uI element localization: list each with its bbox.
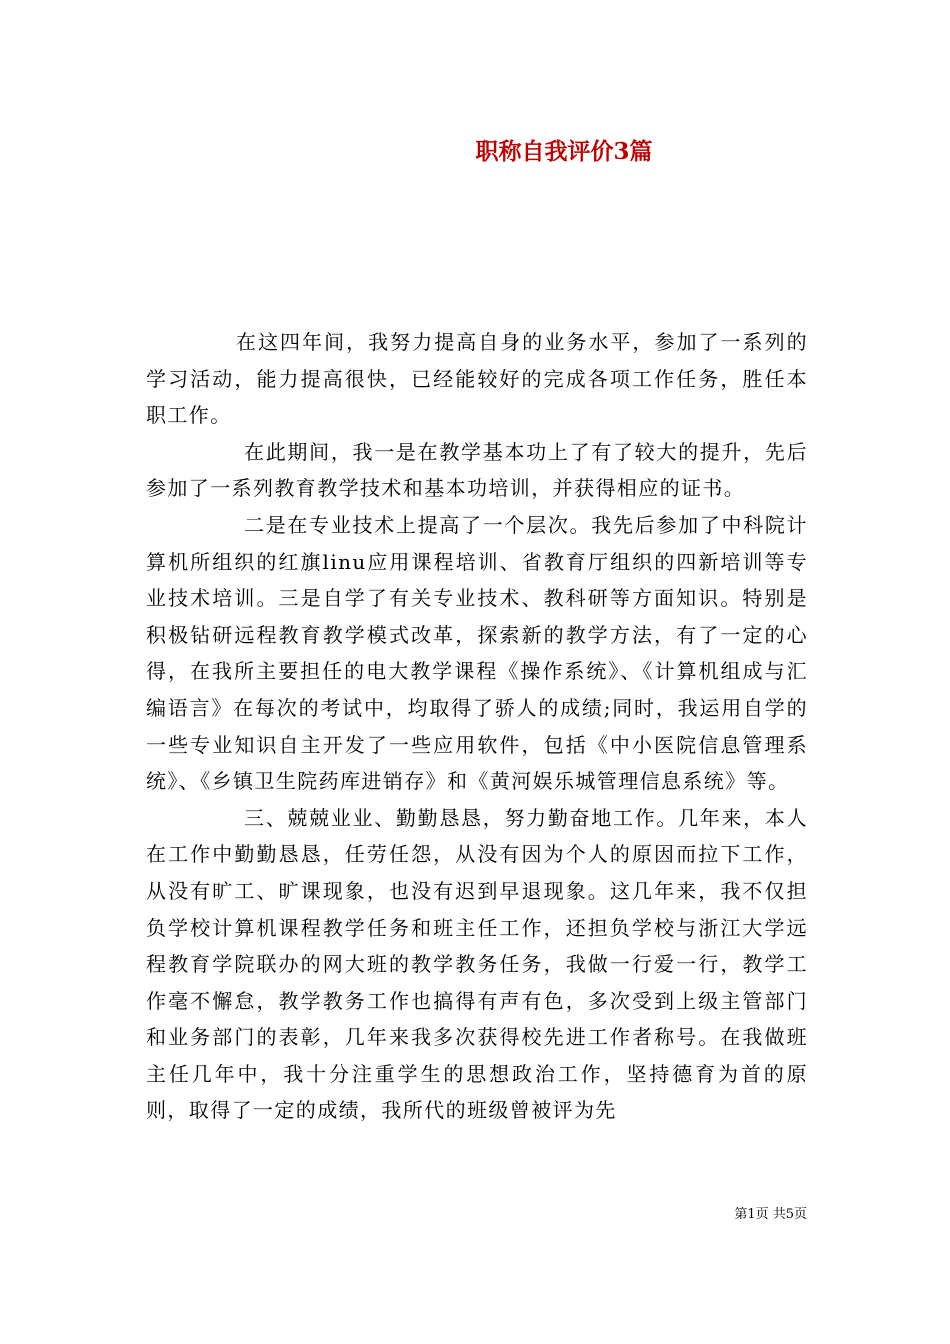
- paragraph-3: 二是在专业技术上提高了一个层次。我先后参加了中科院计算机所组织的红旗linu应用课程培训、省教育厅组织的四新培训等专业技术培训。三是自学了有关专业技术、教科研等方面知识。特别是积极钻研远程教育教学模式改革，探索新的教学方法，有了一定的心得，在我所主要担任的电大教学课程《操作系统》、《计算机组成与汇编语言》在每次的考试中，均取得了骄人的成绩;同时，我运用自学的一些专业知识自主开发了一些应用软件，包括《中小医院信息管理系统》、《乡镇卫生院药库进销存》和《黄河娱乐城管理信息系统》等。: [146, 512, 808, 794]
- paragraph-4: 三、兢兢业业、勤勤恳恳，努力勤奋地工作。几年来，本人在工作中勤勤恳恳，任劳任怨，从没有因为个人的原因而拉下工作，从没有旷工、旷课现象，也没有迟到早退现象。这几年来，我不仅担负学校计算机课程教学任务和班主任工作，还担负学校与浙江大学远程教育学院联办的网大班的教学教务任务，我做一行爱一行，教学工作毫不懈怠，教学教务工作也搞得有声有色，多次受到上级主管部门和业务部门的表彰，几年来我多次获得校先进工作者称号。在我做班主任几年中，我十分注重学生的思想政治工作，坚持德育为首的原则，取得了一定的成绩，我所代的班级曾被评为先: [146, 805, 808, 1123]
- document-title: 职称自我评价3篇: [475, 138, 653, 165]
- paragraph-2: 在此期间，我一是在教学基本功上了有了较大的提升，先后参加了一系列教育教学技术和基本功培训，并获得相应的证书。: [146, 439, 808, 501]
- paragraph-1: 在这四年间，我努力提高自身的业务水平，参加了一系列的学习活动，能力提高很快，已经能较好的完成各项工作任务，胜任本职工作。: [146, 330, 808, 428]
- page-number-footer: 第1页 共5页: [734, 1207, 807, 1222]
- document-body: [146, 324, 808, 1129]
